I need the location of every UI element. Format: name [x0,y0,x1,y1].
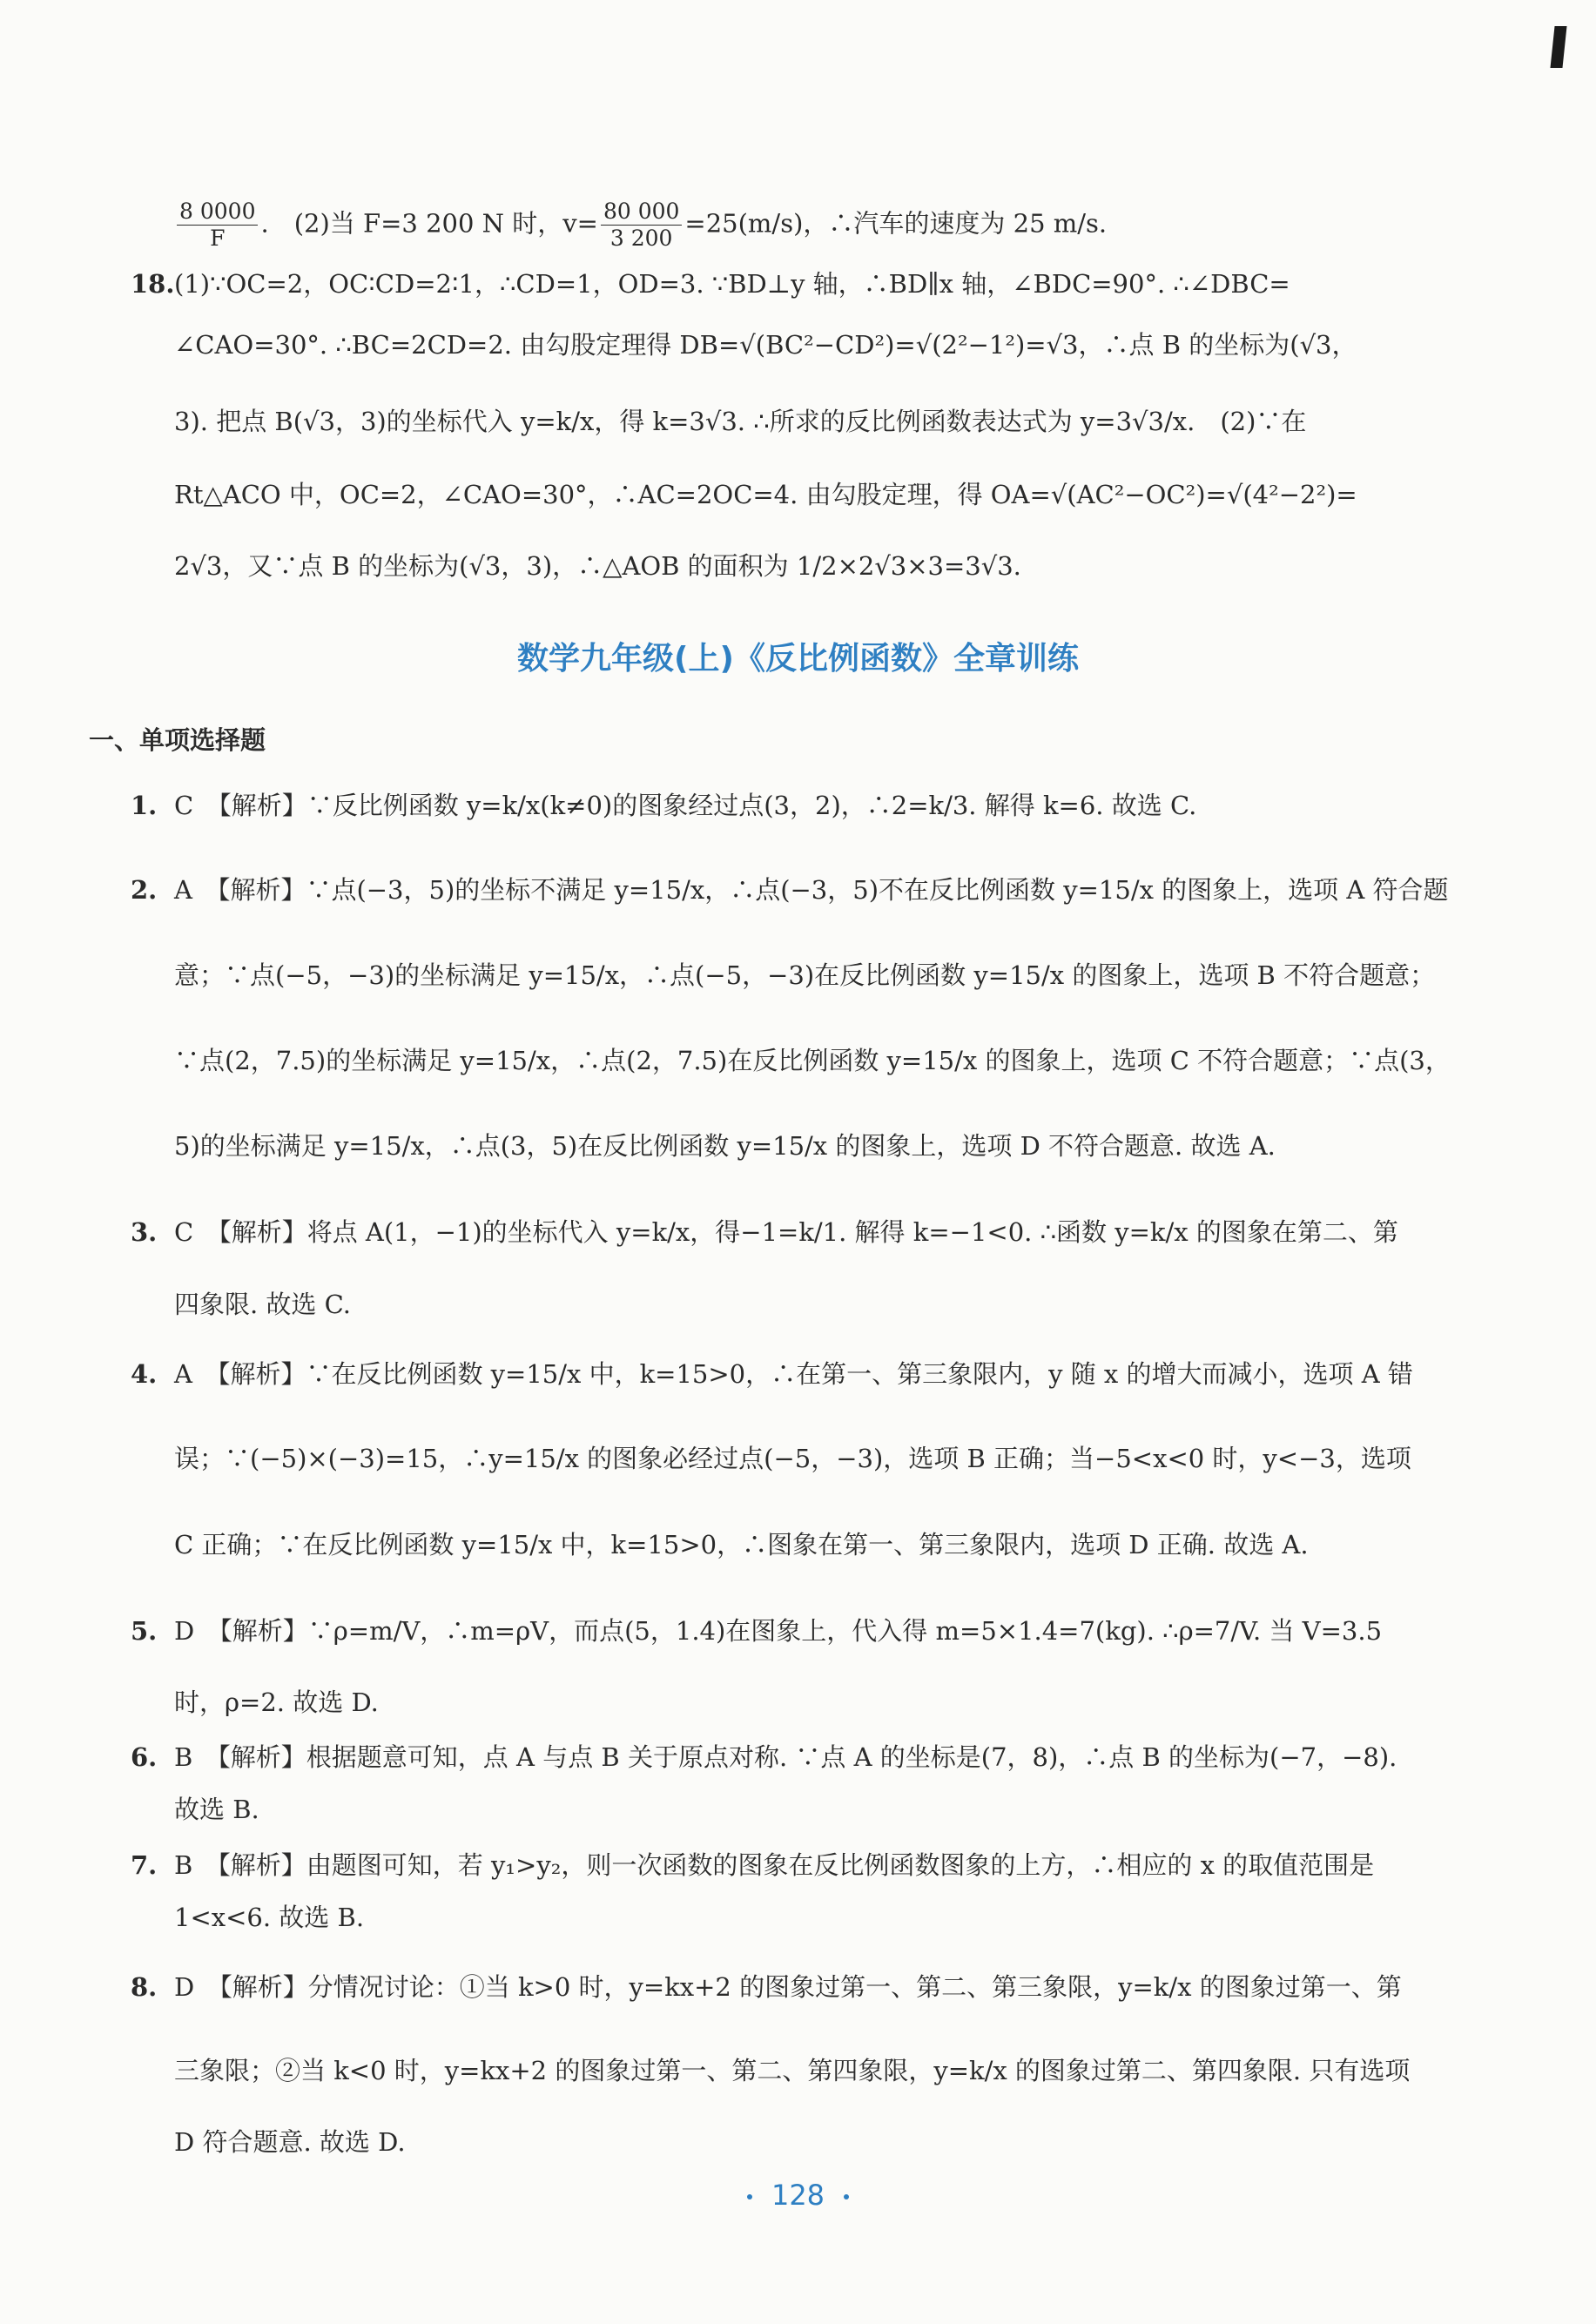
q18-line: Rt△ACO 中，OC=2，∠CAO=30°，∴AC=2OC=4. 由勾股定理，得 OA=√(AC²−OC²)=√(4²−2²)= [174,480,1357,509]
page-number: 128 [0,2179,1596,2212]
answer-line: C 【解析】将点 A(1，−1)的坐标代入 y=k/x，得−1=k/1. 解得 k=−1<0. ∴函数 y=k/x 的图象在第二、第 [174,1217,1398,1247]
answer-line: 意；∵点(−5，−3)的坐标满足 y=15/x，∴点(−5，−3)在反比例函数 y=15/x 的图象上，选项 B 不符合题意； [174,960,1436,990]
question-number: 3. [131,1217,158,1247]
answer-line: A 【解析】∵在反比例函数 y=15/x 中，k=15>0，∴在第一、第三象限内，y 随 x 的增大而减小，选项 A 错 [174,1359,1413,1389]
answer-line: D 符合题意. 故选 D. [174,2127,406,2157]
answer-line: C 正确；∵在反比例函数 y=15/x 中，k=15>0，∴图象在第一、第三象限内，选项 D 正确. 故选 A. [174,1530,1309,1559]
answer-line: B 【解析】根据题意可知，点 A 与点 B 关于原点对称. ∵点 A 的坐标是(7，8)，∴点 B 的坐标为(−7，−8). [174,1742,1397,1772]
q18-line: (1)∵OC=2，OC∶CD=2∶1，∴CD=1，OD=3. ∵BD⊥y 轴，∴BD∥x 轴，∠BDC=90°. ∴∠DBC= [174,269,1290,299]
question-number: 1. [131,791,158,820]
answer-line: C 【解析】∵反比例函数 y=k/x(k≠0)的图象经过点(3，2)，∴2=k/3. 解得 k=6. 故选 C. [174,791,1197,820]
answer-line: 故选 B. [174,1795,259,1824]
section-heading: 一、单项选择题 [89,725,266,755]
answer-line: 5)的坐标满足 y=15/x，∴点(3，5)在反比例函数 y=15/x 的图象上，选项 D 不符合题意. 故选 A. [174,1131,1276,1161]
question-number: 6. [131,1742,158,1772]
answer-line: ∵点(2，7.5)的坐标满足 y=15/x，∴点(2，7.5)在反比例函数 y=15/x 的图象上，选项 C 不符合题意；∵点(3， [174,1046,1451,1075]
answer-line: 时，ρ=2. 故选 D. [174,1687,379,1717]
fraction: $\frac{80 000}{3 200}$ [601,199,682,252]
answer-line: 1<x<6. 故选 B. [174,1903,365,1932]
answer-line: 四象限. 故选 C. [174,1290,352,1319]
answer-line: 误；∵(−5)×(−3)=15，∴y=15/x 的图象必经过点(−5，−3)，选项 B 正确；当−5<x<0 时，y<−3，选项 [174,1444,1411,1473]
question-number: 4. [131,1359,158,1389]
dot-icon [747,2194,752,2199]
answer-line: D 【解析】分情况讨论：①当 k>0 时，y=kx+2 的图象过第一、第二、第三象限，y=k/x 的图象过第一、第 [174,1972,1402,2002]
q18-line: 3). 把点 B(√3，3)的坐标代入 y=k/x，得 k=3√3. ∴所求的反比例函数表达式为 y=3√3/x. (2)∵在 [174,407,1307,436]
answer-line: B 【解析】由题图可知，若 y₁>y₂，则一次函数的图象在反比例函数图象的上方，∴相应的 x 的取值范围是 [174,1850,1375,1880]
header-line: $\frac{8 0000}{F}$ . (2)当 F=3 200 N 时，v= $\frac{80 000}{3 200}$ =25(m/s)，∴汽车的速度为 25 m/s. [174,199,1428,252]
q18-line: ∠CAO=30°. ∴BC=2CD=2. 由勾股定理得 DB=√(BC²−CD²)=√(2²−1²)=√3，∴点 B 的坐标为(√3， [174,330,1357,360]
chapter-title: 数学九年级(上)《反比例函数》全章训练 [517,641,1079,677]
fraction: $\frac{8 0000}{F}$ [177,199,258,252]
dot-icon [844,2194,849,2199]
question-number: 18. [131,269,175,299]
question-number: 8. [131,1972,158,2002]
corner-mark [1550,26,1566,68]
answer-line: 三象限；②当 k<0 时，y=kx+2 的图象过第一、第二、第四象限，y=k/x 的图象过第二、第四象限. 只有选项 [174,2056,1411,2085]
question-number: 5. [131,1616,158,1646]
question-number: 7. [131,1850,158,1880]
answer-line: D 【解析】∵ρ=m/V，∴m=ρV，而点(5，1.4)在图象上，代入得 m=5×1.4=7(kg). ∴ρ=7/V. 当 V=3.5 [174,1616,1383,1646]
question-number: 2. [131,875,158,905]
q18-line: 2√3，又∵点 B 的坐标为(√3，3)，∴△AOB 的面积为 1/2×2√3×3=3√3. [174,551,1021,581]
answer-line: A 【解析】∵点(−3，5)的坐标不满足 y=15/x，∴点(−3，5)不在反比例函数 y=15/x 的图象上，选项 A 符合题 [174,875,1449,905]
